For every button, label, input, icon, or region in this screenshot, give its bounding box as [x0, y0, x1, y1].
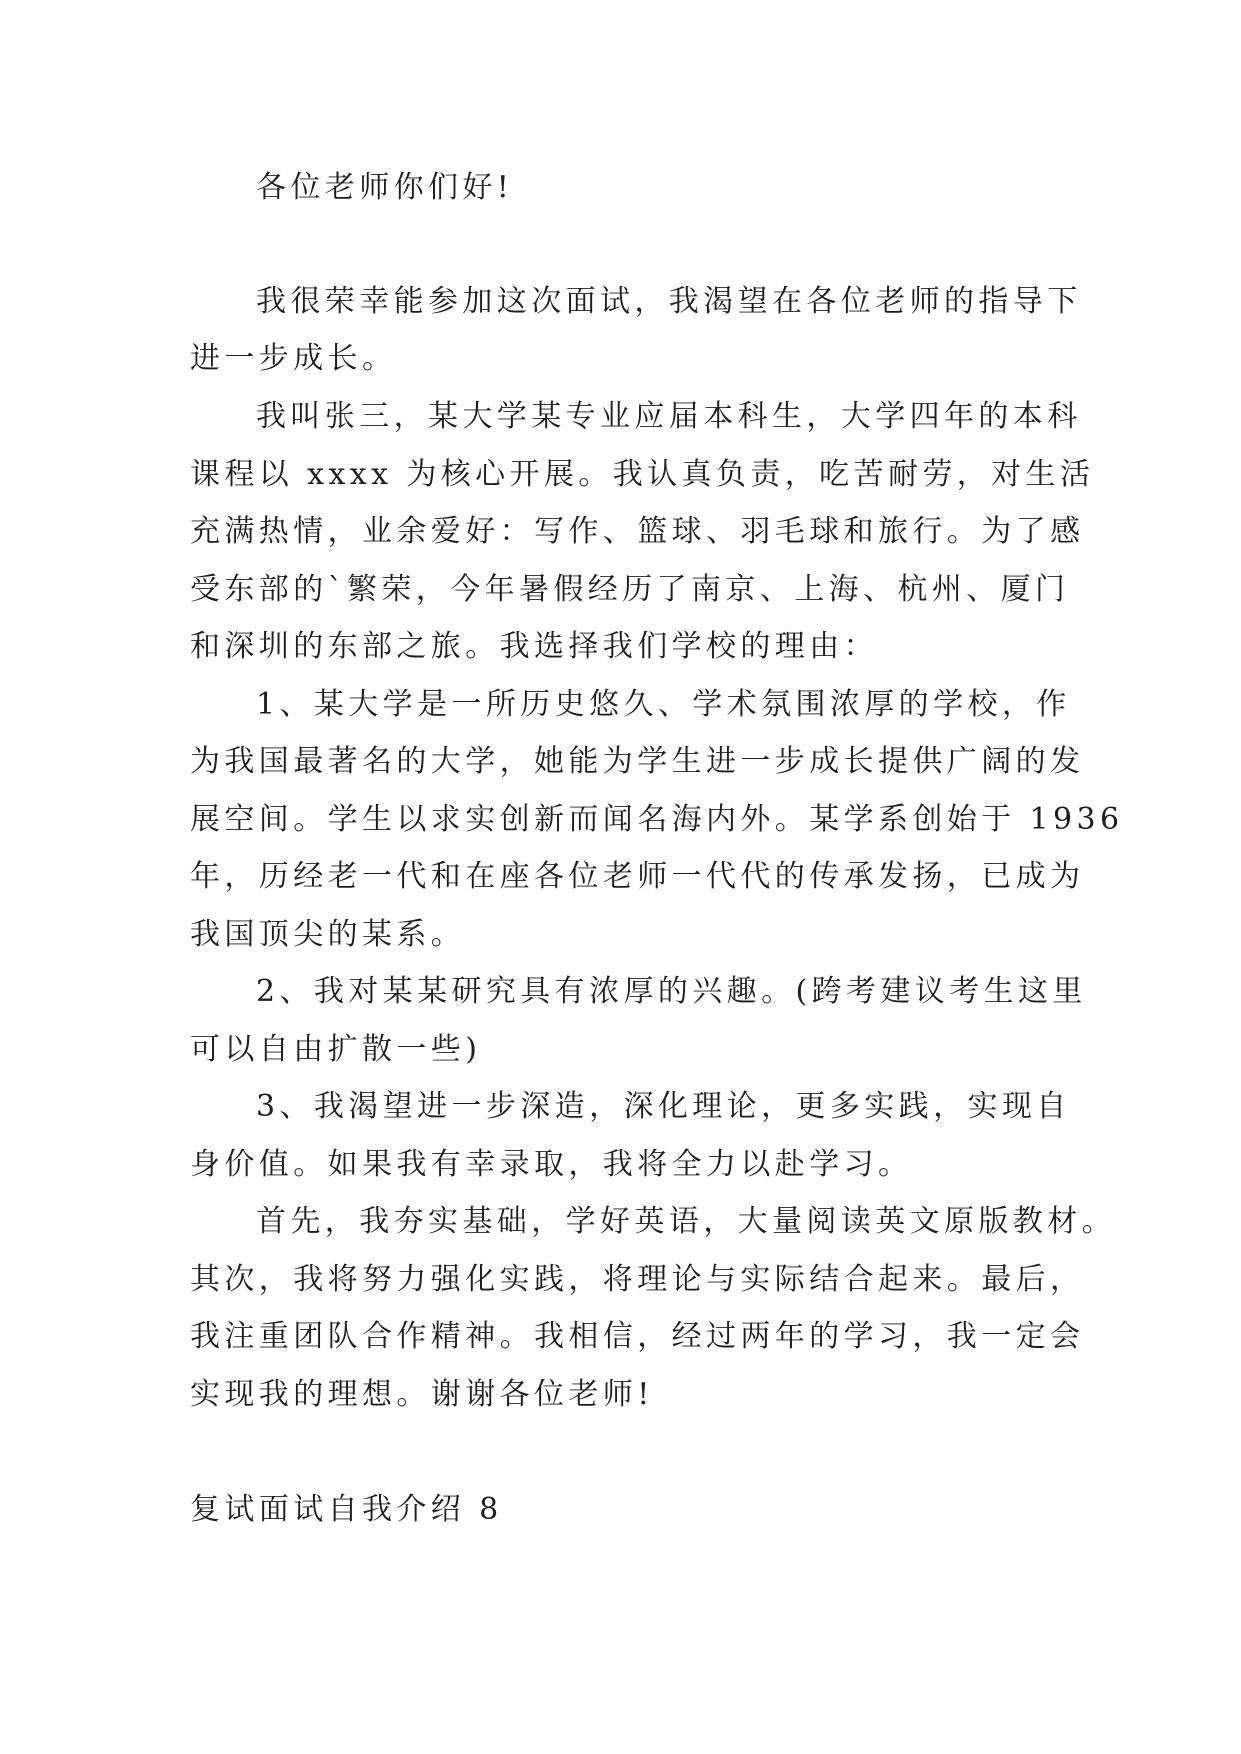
paragraph-line: 1、某大学是一所历史悠久、学术氛围浓厚的学校，作	[256, 687, 1071, 722]
paragraph-line: 课程以 xxxx 为核心开展。我认真负责，吃苦耐劳，对生活	[190, 457, 1095, 492]
paragraph-line: 进一步成长。	[190, 341, 397, 376]
paragraph-line: 我叫张三，某大学某专业应届本科生，大学四年的本科	[256, 399, 1082, 434]
paragraph-line: 我很荣幸能参加这次面试，我渴望在各位老师的指导下	[256, 284, 1082, 319]
paragraph-line: 实现我的理想。谢谢各位老师!	[190, 1377, 654, 1412]
paragraph-line: 受东部的`繁荣，今年暑假经历了南京、上海、杭州、厦门	[190, 572, 1070, 607]
paragraph-line: 身价值。如果我有幸录取，我将全力以赴学习。	[190, 1147, 913, 1182]
paragraph-line: 3、我渴望进一步深造，深化理论，更多实践，实现自	[256, 1089, 1071, 1124]
paragraph-line: 和深圳的东部之旅。我选择我们学校的理由：	[190, 629, 878, 664]
paragraph-line: 首先，我夯实基础，学好英语，大量阅读英文原版教材。	[256, 1204, 1116, 1239]
paragraph-line: 我注重团队合作精神。我相信，经过两年的学习，我一定会	[190, 1319, 1085, 1354]
paragraph-line: 年，历经老一代和在座各位老师一代代的传承发扬，已成为	[190, 859, 1085, 894]
paragraph-line: 2、我对某某研究具有浓厚的兴趣。(跨考建议考生这里	[256, 974, 1087, 1009]
greeting: 各位老师你们好!	[256, 170, 514, 205]
paragraph-line: 其次，我将努力强化实践，将理论与实际结合起来。最后，	[190, 1262, 1085, 1297]
paragraph-line: 充满热情，业余爱好：写作、篮球、羽毛球和旅行。为了感	[190, 514, 1085, 549]
paragraph-line: 可以自由扩散一些)	[190, 1032, 482, 1067]
paragraph-line: 展空间。学生以求实创新而闻名海内外。某学系创始于 1936	[190, 802, 1124, 837]
paragraph-line: 我国顶尖的某系。	[190, 917, 466, 952]
paragraph-line: 为我国最著名的大学，她能为学生进一步成长提供广阔的发	[190, 744, 1085, 779]
section-heading: 复试面试自我介绍 8	[190, 1492, 503, 1527]
